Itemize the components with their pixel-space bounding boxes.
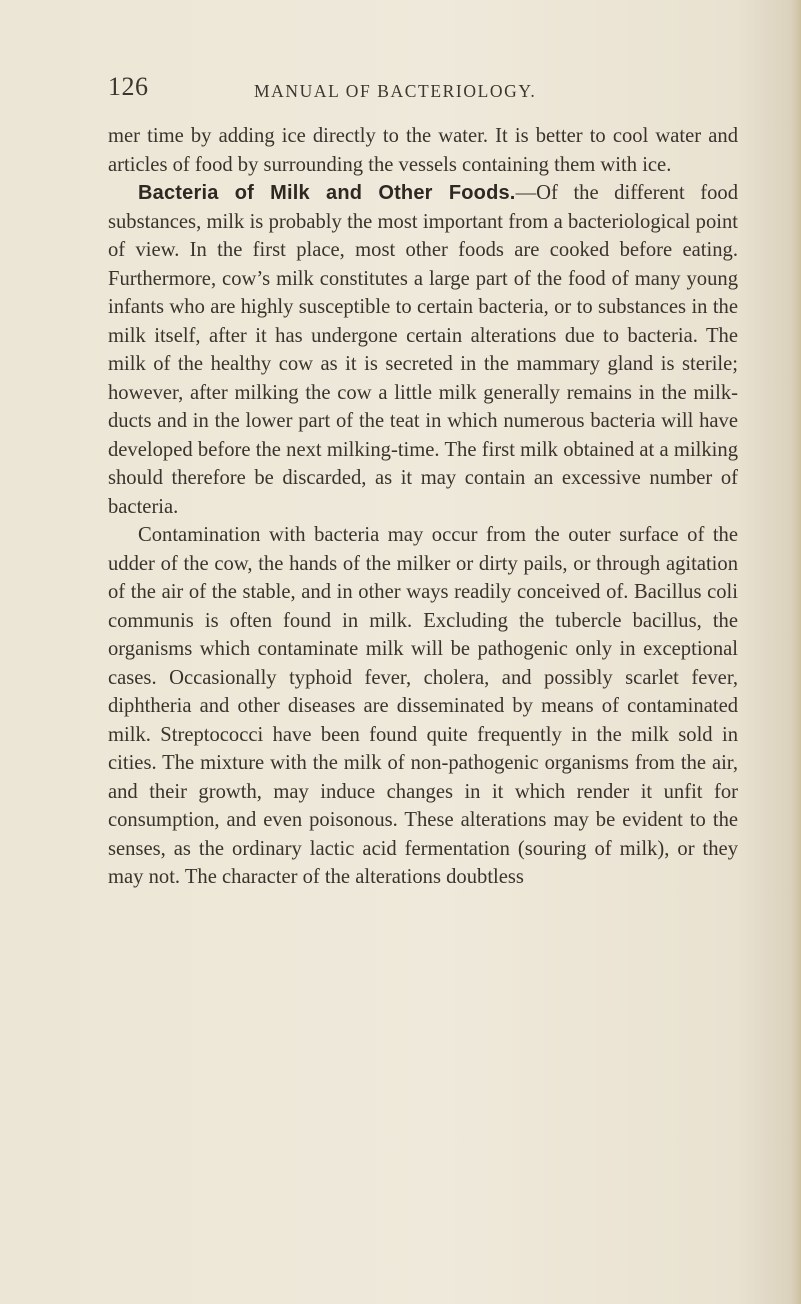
page-edge-shadow [791,0,801,1304]
paragraph-contamination: Contamination with bacteria may occur from the outer surface of the udder of the cow, the hands of the milker or dirty pails, or through agitation of the air of the stable, and in other ways readily conceived of. Bacillus coli communis is often found in milk. Excluding the tubercle bacillus, the organisms which contaminate milk will be pathogenic only in exceptional cases. Occasionally typhoid fever, cholera, and possibly scarlet fever, diphtheria and other diseases are disseminated by means of contaminated milk. Streptococci have been found quite frequently in the milk sold in cities. The mixture with the milk of non-pathogenic organisms from the air, and their growth, may induce changes in it which render it unfit for consumption, and even poisonous. These alterations may be evident to the senses, as the ordinary lactic acid fermentation (souring of milk), or they may not. The character of the alterations doubtless [108,524,738,888]
section-heading: Bacteria of Milk and Other Foods. [138,182,516,204]
paragraph-milk-bacteria-body: —Of the different food substances, milk is probably the most important from a bacteriological point of view. In the first place, most other foods are cooked before eating. Furthermore, cow’s milk constitutes a large part of the food of many young infants who are highly susceptible to certain bacteria, or to substances in the milk itself, after it has undergone certain alterations due to bacteria. The milk of the healthy cow as it is secreted in the mammary gland is sterile; however, after milking the cow a little milk generally remains in the milk-ducts and in the lower part of the teat in which numerous bacteria will have developed before the next milking-time. The first milk obtained at a milking should therefore be discarded, as it may contain an excessive number of bacteria. [108,182,738,518]
paragraph-milk-bacteria [108,179,738,521]
page-number: 126 [108,72,149,101]
running-head: MANUAL OF BACTERIOLOGY. [254,81,537,101]
body-text [108,122,738,892]
page-header [108,72,728,112]
paragraph-continued: mer time by adding ice directly to the water. It is better to cool water and articles of food by surrounding the vessels containing them with ice. [108,125,738,176]
